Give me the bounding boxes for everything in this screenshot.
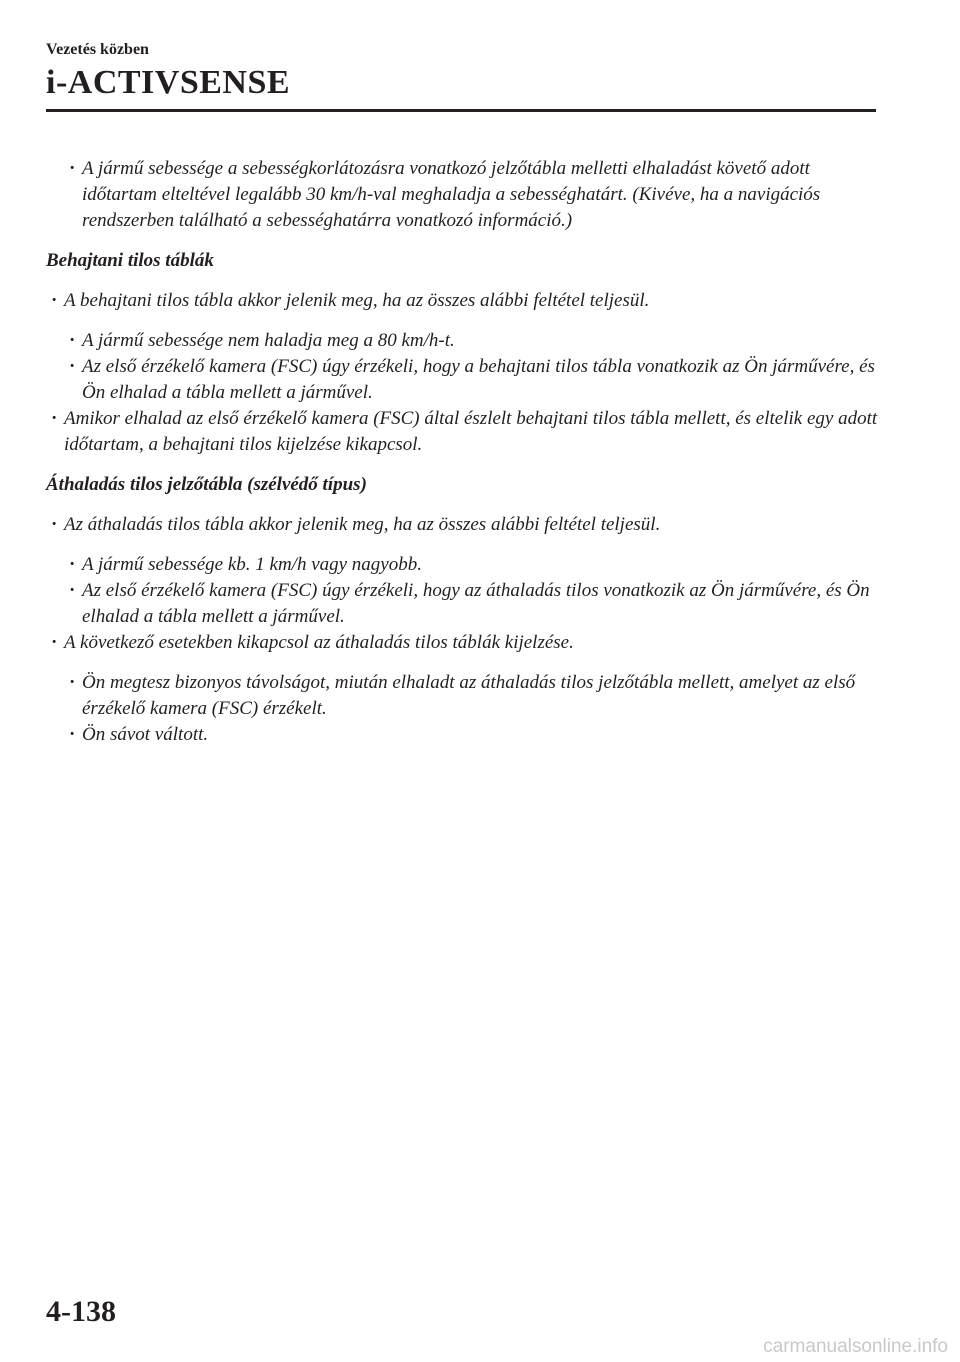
no-passing-sub-1: · A jármű sebessége kb. 1 km/h vagy nagyobb.: [82, 552, 886, 578]
section-title: i-ACTIVSENSE: [46, 64, 291, 101]
no-entry-bullet-2: · Amikor elhalad az első érzékelő kamera (FSC) által észlelt behajtani tilos tábla mellett, és eltelik egy adott időtartam, a behajtani tilos kijelzése kikapcsol.: [64, 406, 886, 458]
no-passing-sub-4: · Ön sávot váltott.: [82, 722, 886, 748]
no-entry-heading: Behajtani tilos táblák: [46, 250, 214, 271]
header-divider: [46, 109, 876, 112]
no-entry-bullet-1: · A behajtani tilos tábla akkor jelenik meg, ha az összes alábbi feltétel teljesül.: [64, 288, 886, 314]
no-passing-sub-3: · Ön megtesz bizonyos távolságot, miután elhaladt az áthaladás tilos jelzőtábla mellett, amelyet az első érzékelő kamera (FSC) érzékelt.: [82, 670, 886, 722]
no-passing-heading: Áthaladás tilos jelzőtábla (szélvédő típus): [46, 474, 367, 495]
watermark-text: carmanualsonline.info: [763, 1336, 948, 1357]
no-passing-sub-2: · Az első érzékelő kamera (FSC) úgy érzékeli, hogy az áthaladás tilos vonatkozik az Ön járművére, és Ön elhalad a tábla mellett a járművel.: [82, 578, 886, 630]
chapter-title: Vezetés közben: [46, 41, 149, 58]
no-entry-sub-1: · A jármű sebessége nem haladja meg a 80 km/h-t.: [82, 328, 886, 354]
page-header: [46, 40, 876, 104]
no-passing-bullet-2: · A következő esetekben kikapcsol az áthaladás tilos táblák kijelzése.: [64, 630, 886, 656]
no-passing-bullet-1: · Az áthaladás tilos tábla akkor jelenik meg, ha az összes alábbi feltétel teljesül.: [64, 512, 886, 538]
no-entry-sub-2: · Az első érzékelő kamera (FSC) úgy érzékeli, hogy a behajtani tilos tábla vonatkozik az Ön járművére, és Ön elhalad a tábla mellett a járművel.: [82, 354, 886, 406]
page-number: 4-138: [46, 1295, 116, 1328]
page-content: [46, 156, 886, 748]
intro-bullet: · A jármű sebessége a sebességkorlátozásra vonatkozó jelzőtábla melletti elhaladást követő adott időtartam elteltével legalább 30 km/h-val meghaladja a sebességhatárt. (Kivéve, ha a navigációs rendszerben található a sebességhatárra vonatkozó információ.): [82, 156, 886, 234]
